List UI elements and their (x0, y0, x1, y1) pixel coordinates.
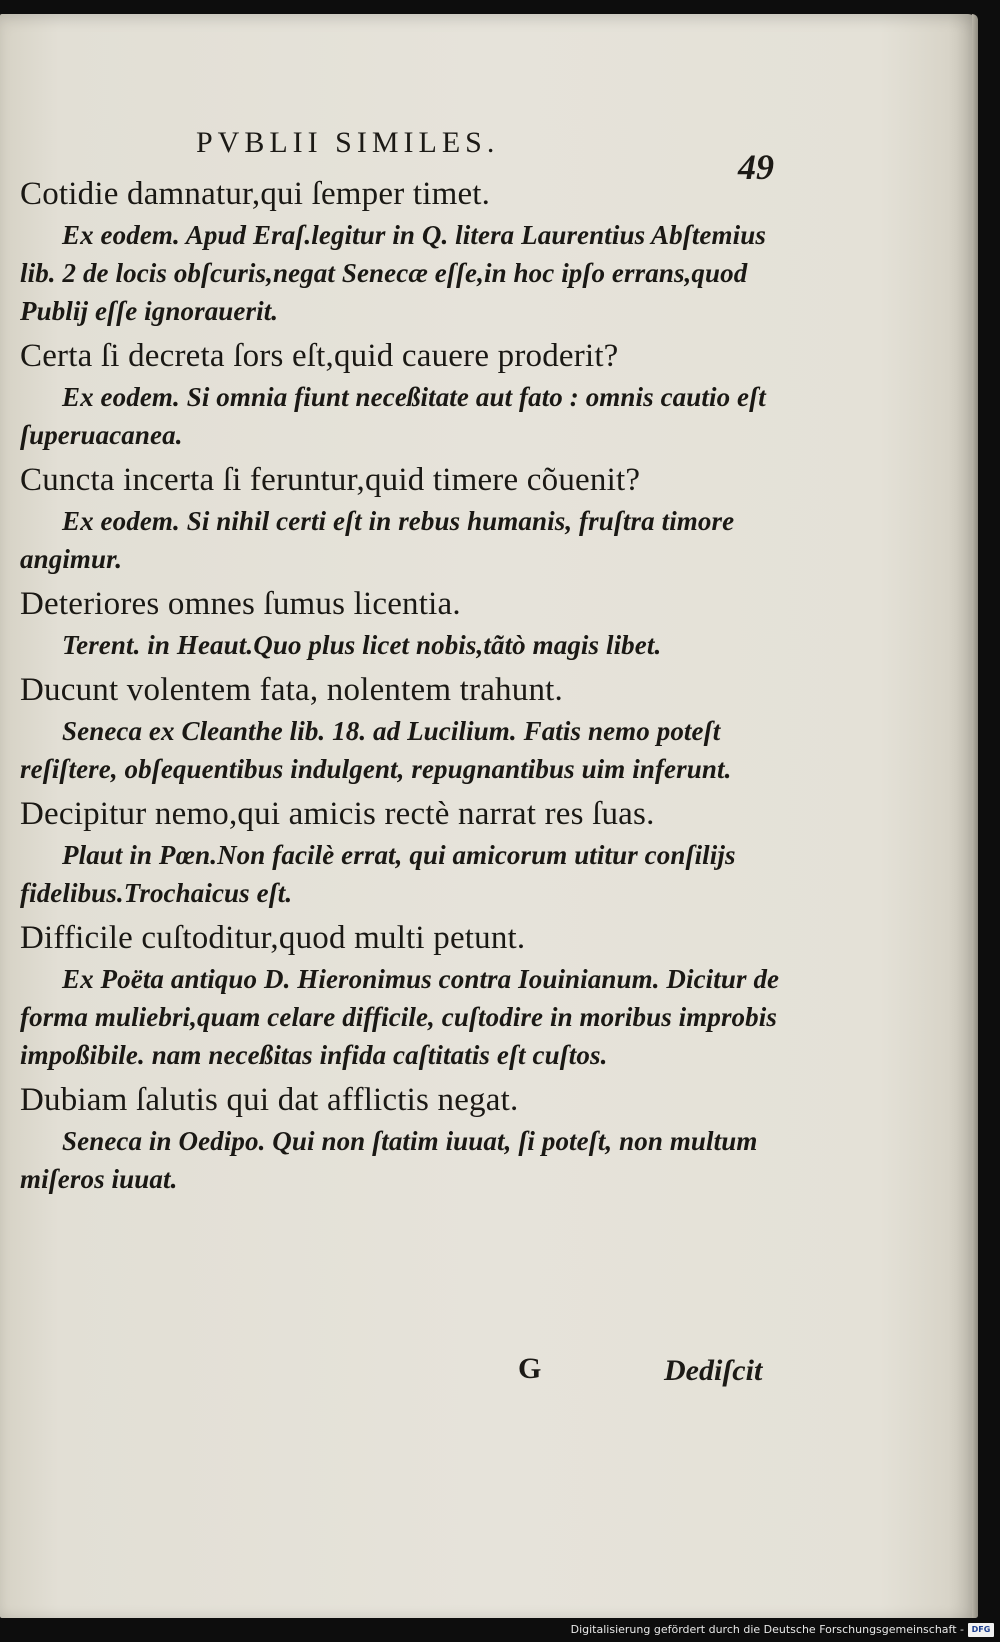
digitization-credit: Digitalisierung gefördert durch die Deutsche Forschungsgemeinschaft - (570, 1623, 964, 1636)
dfg-logo-icon: DFG (968, 1623, 994, 1637)
page-body (20, 174, 788, 1204)
entry-2 (20, 336, 788, 454)
sentence: Deteriores omnes ſumus licentia. (20, 586, 461, 622)
page-footer (0, 1352, 978, 1402)
commentary: Plaut in Pœn.Non facilè errat, qui amicorum utitur conſilijs fidelibus.Trochaicus eſt. (20, 840, 736, 908)
entry-8 (20, 1080, 788, 1198)
commentary: Seneca ex Cleanthe lib. 18. ad Lucilium. Fatis nemo poteſt reſiſtere, obſequentibus indulgent, repugnantibus uim inferunt. (20, 716, 732, 784)
entry-4 (20, 584, 788, 664)
commentary: Ex Poëta antiquo D. Hieronimus contra Iouinianum. Dicitur de forma muliebri,quam celare difficile, cuſtodire in moribus improbis impoßibile. nam neceßitas infida caſtitatis eſt cuſtos. (20, 964, 780, 1070)
signature-mark: G (518, 1352, 542, 1385)
entry-5 (20, 670, 788, 788)
entry-1 (20, 174, 788, 330)
commentary: Seneca in Oedipo. Qui non ſtatim iuuat, ſi poteſt, non multum miſeros iuuat. (20, 1126, 758, 1194)
book-page (0, 14, 978, 1618)
commentary: Ex eodem. Si nihil certi eſt in rebus humanis, fruſtra timore angimur. (20, 506, 735, 574)
entry-3 (20, 460, 788, 578)
sentence: Decipitur nemo,qui amicis rectè narrat res ſuas. (20, 796, 655, 832)
sentence: Dubiam ſalutis qui dat afflictis negat. (20, 1082, 519, 1118)
commentary: Ex eodem. Si omnia fiunt neceßitate aut fato : omnis cautio eſt ſuperuacanea. (20, 382, 766, 450)
sentence: Certa ſi decreta ſors eſt,quid cauere proderit? (20, 338, 619, 374)
entry-7 (20, 918, 788, 1074)
entry-6 (20, 794, 788, 912)
commentary: Ex eodem. Apud Eraſ.legitur in Q. litera Laurentius Abſtemius lib. 2 de locis obſcuris,negat Senecæ eſſe,in hoc ipſo errans,quod Publij eſſe ignorauerit. (20, 220, 766, 326)
sentence: Ducunt volentem fata, nolentem trahunt. (20, 672, 563, 708)
sentence: Cuncta incerta ſi feruntur,quid timere cõuenit? (20, 462, 641, 498)
digitization-credit-bar (0, 1618, 1000, 1642)
page-number: 49 (738, 147, 774, 187)
commentary: Terent. in Heaut.Quo plus licet nobis,tãtò magis libet. (62, 630, 662, 660)
sentence: Cotidie damnatur,qui ſemper timet. (20, 176, 491, 212)
running-title: PVBLII SIMILES. (196, 126, 500, 159)
sentence: Difficile cuſtoditur,quod multi petunt. (20, 920, 526, 956)
catchword: Dediſcit (664, 1354, 763, 1387)
